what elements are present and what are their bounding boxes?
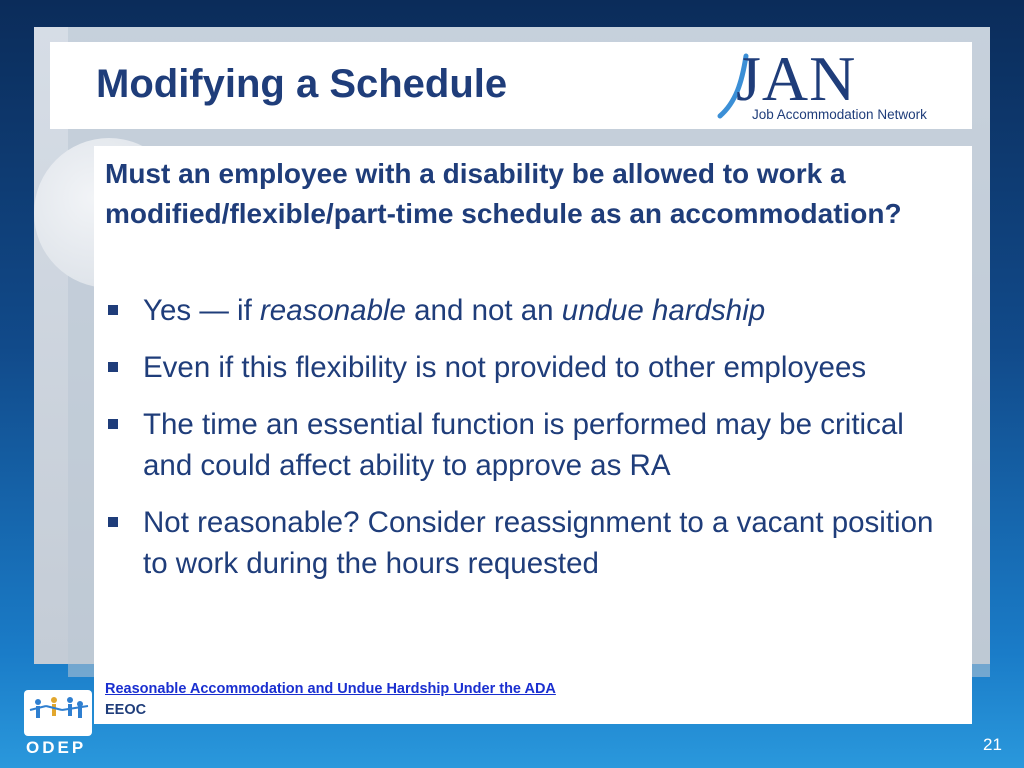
square-bullet-icon	[108, 305, 118, 315]
jan-logo	[716, 44, 966, 126]
bullet-item	[105, 347, 945, 388]
odep-logo	[24, 690, 92, 760]
bullet-text: Even if this flexibility is not provided to other employees	[143, 351, 867, 384]
bullet-item	[105, 290, 945, 331]
odep-text: ODEP	[26, 738, 87, 757]
page-title: Modifying a Schedule	[96, 62, 508, 106]
bullet-item	[105, 404, 945, 486]
bullet-text: and not an	[405, 294, 562, 327]
question-heading: Must an employee with a disability be allowed to work a modified/flexible/part-time schedule as an accommodation?	[105, 158, 902, 229]
bullet-text: Not reasonable? Consider reassignment to a vacant position to work during the hours requested	[143, 506, 934, 580]
source-link[interactable]: Reasonable Accommodation and Undue Hardship Under the ADA	[105, 681, 556, 697]
bullet-emphasis: undue hardship	[561, 294, 766, 327]
page-number: 21	[983, 735, 1002, 754]
square-bullet-icon	[108, 362, 118, 372]
bullet-emphasis: reasonable	[259, 294, 406, 327]
bullet-text: Yes — if	[143, 294, 260, 327]
source-org: EEOC	[105, 702, 147, 718]
bullet-text: The time an essential function is performed may be critical and could affect ability to approve as RA	[143, 408, 904, 482]
jan-logo-subtitle: Job Accommodation Network	[752, 107, 927, 122]
bullet-item	[105, 502, 945, 584]
bullet-list	[105, 290, 945, 600]
jan-logo-letters: JAN	[736, 43, 857, 114]
square-bullet-icon	[108, 419, 118, 429]
odep-figures-icon	[24, 690, 92, 736]
square-bullet-icon	[108, 517, 118, 527]
